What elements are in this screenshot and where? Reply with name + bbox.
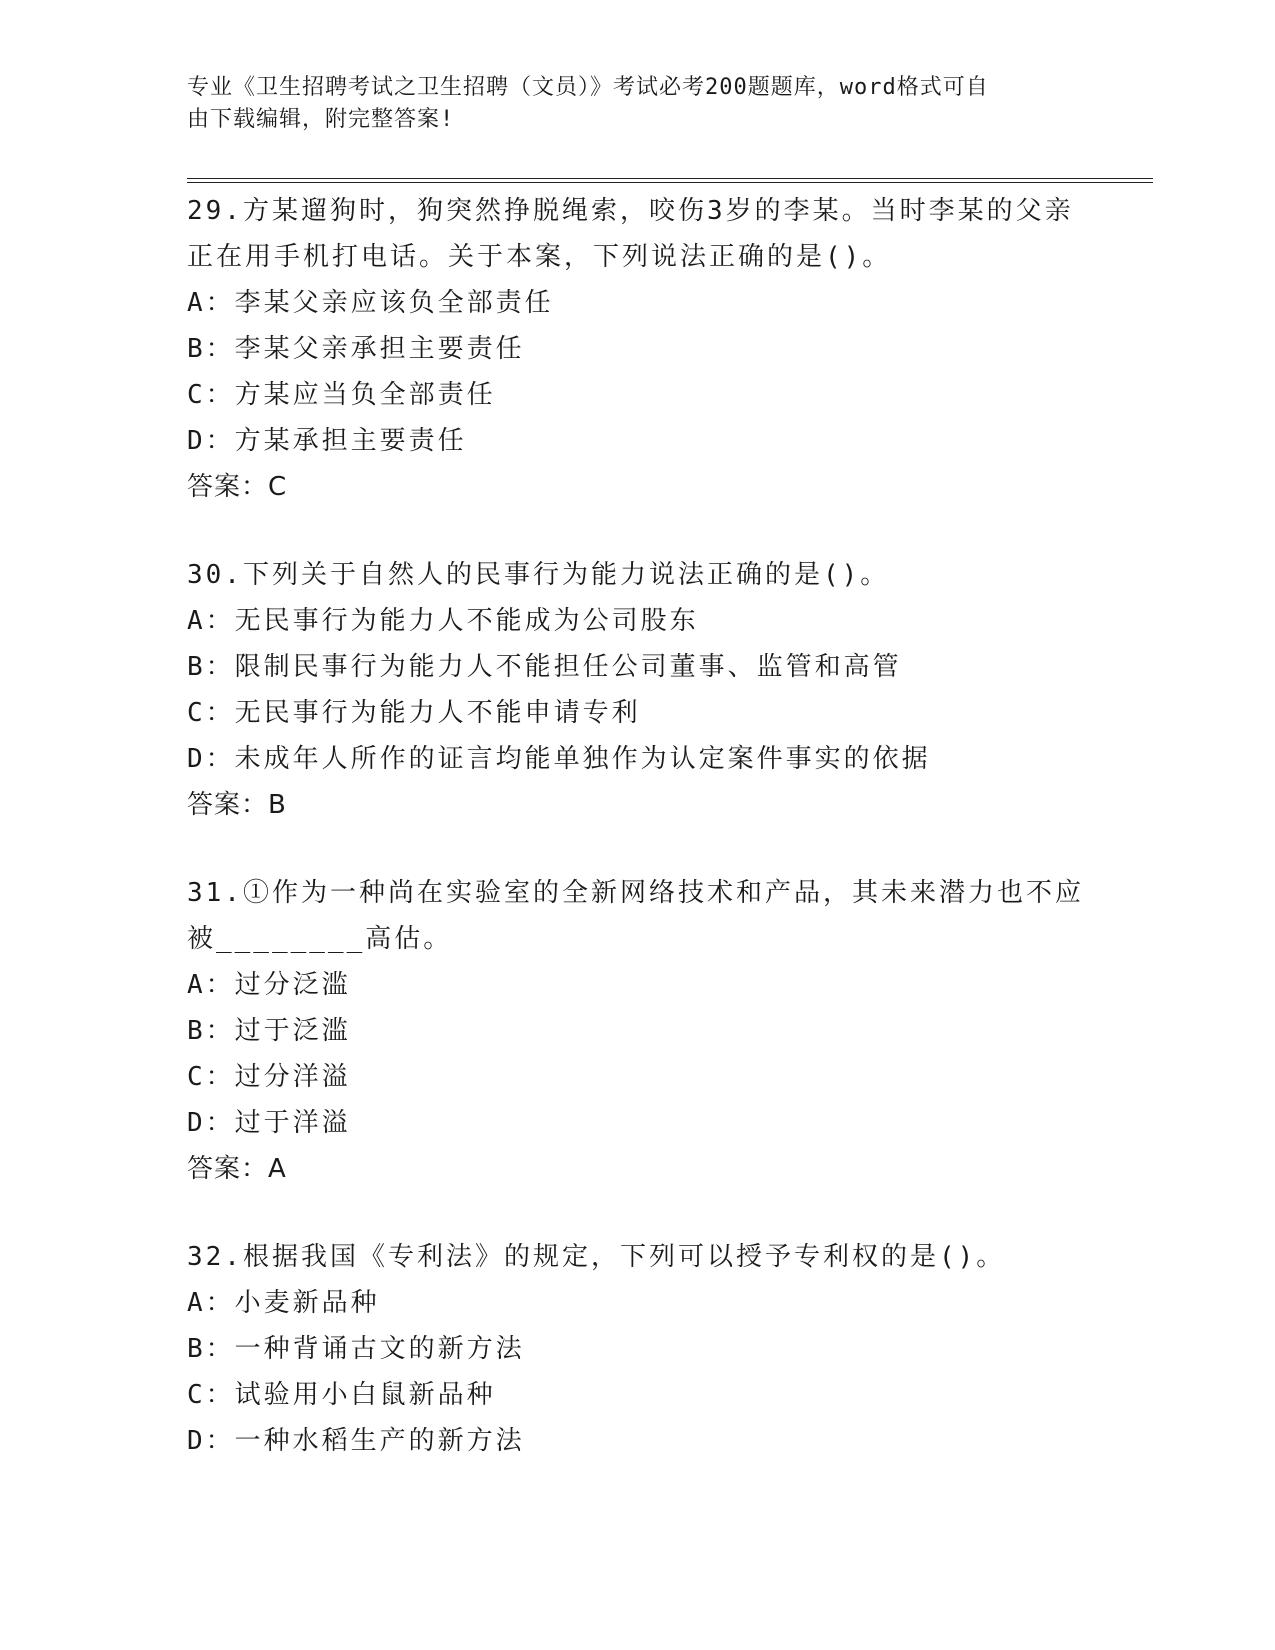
header-line-1: 专业《卫生招聘考试之卫生招聘（文员）》考试必考200题题库，word格式可自 <box>187 75 989 100</box>
option-b: B：过于泛滥 <box>187 1016 351 1046</box>
answer-line: 答案：A <box>187 1154 287 1184</box>
option-b: B：李某父亲承担主要责任 <box>187 334 525 364</box>
question-32 <box>187 1234 1107 1464</box>
answer-line: 答案：B <box>187 790 287 820</box>
question-stem-line: 29.方某遛狗时，狗突然挣脱绳索，咬伤3岁的李某。当时李某的父亲 <box>187 196 1074 226</box>
option-c: C：方某应当负全部责任 <box>187 380 496 410</box>
option-c: C：无民事行为能力人不能申请专利 <box>187 698 641 728</box>
question-30 <box>187 552 1107 828</box>
option-d: D：一种水稻生产的新方法 <box>187 1426 525 1456</box>
option-d: D：未成年人所作的证言均能单独作为认定案件事实的依据 <box>187 744 931 774</box>
question-list <box>187 188 1107 1506</box>
document-header <box>187 72 1067 136</box>
option-b: B：限制民事行为能力人不能担任公司董事、监管和高管 <box>187 652 902 682</box>
header-line-2: 由下载编辑，附完整答案! <box>187 107 455 132</box>
question-stem-line: 30.下列关于自然人的民事行为能力说法正确的是()。 <box>187 560 890 590</box>
question-31 <box>187 870 1107 1192</box>
option-d: D：方某承担主要责任 <box>187 426 467 456</box>
answer-line: 答案：C <box>187 472 288 502</box>
option-b: B：一种背诵古文的新方法 <box>187 1334 525 1364</box>
question-stem-line: 被________高估。 <box>187 924 453 954</box>
question-29 <box>187 188 1107 510</box>
question-stem-line: 31.①作为一种尚在实验室的全新网络技术和产品，其未来潜力也不应 <box>187 878 1084 908</box>
option-a: A：过分泛滥 <box>187 970 351 1000</box>
option-a: A：无民事行为能力人不能成为公司股东 <box>187 606 699 636</box>
option-c: C：试验用小白鼠新品种 <box>187 1380 496 1410</box>
option-a: A：李某父亲应该负全部责任 <box>187 288 554 318</box>
option-d: D：过于洋溢 <box>187 1108 351 1138</box>
question-stem-line: 正在用手机打电话。关于本案，下列说法正确的是()。 <box>187 242 892 272</box>
question-stem-line: 32.根据我国《专利法》的规定，下列可以授予专利权的是()。 <box>187 1242 1006 1272</box>
header-divider-bottom <box>187 182 1153 183</box>
option-a: A：小麦新品种 <box>187 1288 380 1318</box>
header-divider-top <box>187 178 1153 179</box>
option-c: C：过分洋溢 <box>187 1062 351 1092</box>
